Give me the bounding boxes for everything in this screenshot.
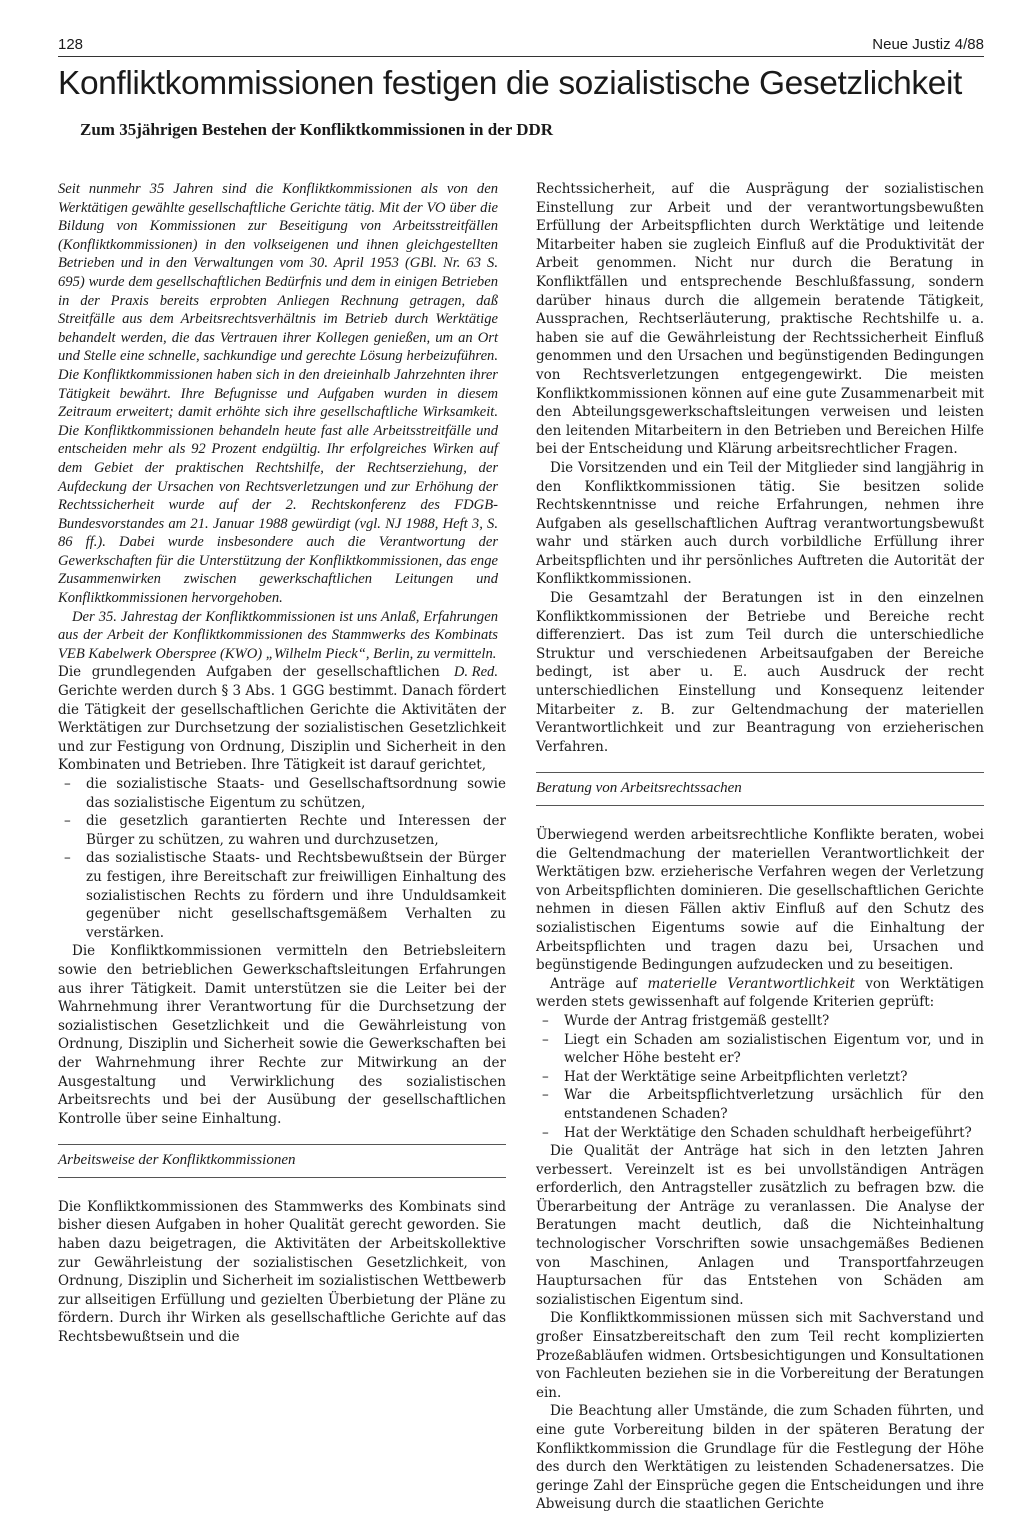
list-item: – Hat der Werktätige den Schaden schuldhaft herbeigeführt? [536, 1124, 984, 1143]
article-body-right [536, 180, 984, 1514]
list-item: – das sozialistische Staats- und Rechtsbewußtsein der Bürger zu festigen, ihre Bereitschaft zur freiwilligen Einhaltung des sozialistischen Rechts zu fördern und ihre Unduldsamkeit gegenüber nicht gesellschaftsgemäßem Verhalten zu verstärken. [58, 849, 506, 942]
body-paragraph [536, 975, 984, 1012]
body-paragraph: Die grundlegenden Aufgaben der gesellschaftlichen Gerichte werden durch § 3 Abs. 1 GGG bestimmt. Danach fördert die Tätigkeit der gesellschaftlichen Gerichte die Aktivitäten der Werktätigen zur Durchsetzung der sozialistischen Gesetzlichkeit und zur Festigung von Ordnung, Disziplin und Sicherheit in den Kombinaten und Betrieben. Ihre Tätigkeit ist darauf gerichtet, [58, 664, 506, 774]
criteria-list [536, 1012, 984, 1142]
text-run: Anträge auf [550, 975, 648, 992]
body-paragraph: Überwiegend werden arbeitsrechtliche Konflikte beraten, wobei die Geltendmachung der materiellen Verantwortlichkeit der Werktätigen bzw. erzieherische Verfahren wegen der Verletzung von Arbeitspflichten dominieren. Die gesellschaftlichen Gerichte nehmen in diesen Fällen aktiv Einfluß auf den Schutz des sozialistischen Eigentums sowie auf die Einhaltung der Arbeitspflichten und tragen dazu bei, Ursachen und begünstigende Bedingungen aufzudecken und zu beseitigen. [536, 827, 984, 974]
body-paragraph: Die Gesamtzahl der Beratungen ist in den einzelnen Konfliktkommissionen der Betriebe und Bereiche recht differenziert. Das ist zum Teil durch die unterschiedliche Struktur und verschiedenen Arbeitsaufgaben der Bereiche bedingt, ist aber u. E. auch Ausdruck der recht unterschiedlichen Einstellung und Konsequenz leitender Mitarbeiter z. B. zur Geltendmachung der materiellen Verantwortlichkeit und zur Beantragung von erzieherischen Verfahren. [536, 590, 984, 755]
editorial-lead [58, 180, 498, 681]
lead-paragraph: Seit nunmehr 35 Jahren sind die Konfliktkommissionen als von den Werktätigen gewählte gesellschaftliche Gerichte tätig. Mit der VO über die Bildung von Kommissionen zur Beseitigung von Arbeitsstreitfällen (Konfliktkommissionen) in den volkseigenen und ihnen gleichgestellten Betrieben und in den Verwaltungen vom 30. April 1953 (GBl. Nr. 63 S. 695) wurde dem gesellschaftlichen Bedürfnis und dem in einigen Betrieben in der Praxis bereits erprobten Anliegen Rechnung getragen, daß Streitfälle aus dem Arbeitsrechtsverhältnis im Betrieb durch Werktätige behandelt werden, die das Vertrauen ihrer Kollegen genießen, um an Ort und Stelle eine schnelle, sachkundige und gerechte Lösung herbeizuführen. Die Konfliktkommissionen haben sich in den dreieinhalb Jahrzehnten ihrer Tätigkeit bewährt. Ihre Befugnisse und Aufgaben wurden in diesem Zeitraum erweitert; damit erhöhte sich ihre gesellschaftliche Wirksamkeit. Die Konfliktkommissionen behandeln heute fast alle Arbeitsstreitfälle und entscheiden mehr als 92 Prozent endgültig. Ihr erfolgreiches Wirken auf dem Gebiet der praktischen Rechtshilfe, der Rechtserziehung, der Aufdeckung der Ursachen von Rechtsverletzungen und zur Erhöhung der Rechtssicherheit wurde auf der 2. Rechtskonferenz des FDGB-Bundesvorstandes am 21. Januar 1988 gewürdigt (vgl. NJ 1988, Heft 3, S. 86 ff.). Dabei wurde insbesondere auch die Verantwortung der Gewerkschaften für die Unterstützung der Konfliktkommissionen, das enge Zusammenwirken zwischen gewerkschaftlichen Leitungen und Konfliktkommissionen hervorgehoben. [58, 181, 498, 607]
body-paragraph: Die Beachtung aller Umstände, die zum Schaden führten, und eine gute Vorbereitung bilden in der späteren Beratung der Konfliktkommission die Grundlage für die Festlegung der Höhe des durch den Werktätigen zu leistenden Schadenersatzes. Die geringe Zahl der Einsprüche gegen die Entscheidungen und ihre Abweisung durch die staatlichen Gerichte [536, 1403, 984, 1513]
section-heading-box [536, 772, 984, 806]
journal-issue: Neue Justiz 4/88 [872, 36, 984, 53]
editorial-signature: D. Red. [453, 664, 498, 681]
body-paragraph: Die Vorsitzenden und ein Teil der Mitglieder sind langjährig in den Konfliktkommissionen tätig. Sie besitzen solide Rechtskenntnisse und reiche Erfahrungen, nehmen ihre Aufgaben als gesellschaftlichen Auftrag verantwortungsbewußt wahr und stärken auch durch vorbildliche Erfüllung ihrer Arbeitspflichten und ihr persönliches Auftreten die Autorität der Konfliktkommissionen. [536, 459, 984, 588]
article-body-left [58, 663, 506, 1346]
section-heading-box [58, 1144, 506, 1178]
section-heading: Arbeitsweise der Konfliktkommissionen [58, 1152, 296, 1169]
right-column [536, 180, 984, 1514]
body-paragraph: Die Konfliktkommissionen des Stammwerks des Kombinats sind bisher diesen Aufgaben in hoher Qualität gerecht geworden. Sie haben dazu beigetragen, die Aktivitäten der Arbeitskollektive zur Gewährleistung der sozialistischen Gesetzlichkeit, von Ordnung, Disziplin und Sicherheit im sozialistischen Wettbewerb zur allseitigen Erfüllung und gezielten Überbietung der Pläne zu fördern. Durch ihr Wirken als gesellschaftliche Gerichte auf das Rechtsbewußtsein und die [58, 1198, 506, 1346]
list-item: – die sozialistische Staats- und Gesellschaftsordnung sowie das sozialistische Eigentum zu schützen, [58, 775, 506, 812]
article-subtitle: Zum 35jährigen Bestehen der Konfliktkommissionen in der DDR [80, 120, 554, 139]
list-item: – Wurde der Antrag fristgemäß gestellt? [536, 1012, 984, 1031]
list-item: – War die Arbeitspflichtverletzung ursächlich für den entstandenen Schaden? [536, 1086, 984, 1123]
body-paragraph: Die Konfliktkommissionen müssen sich mit Sachverstand und großer Einsatzbereitschaft den zum Teil recht komplizierten Prozeßabläufen widmen. Ortsbesichtigungen und Konsultationen von Fachleuten beziehen sie in die Vorbereitung der Beratungen ein. [536, 1310, 984, 1401]
body-paragraph: Rechtssicherheit, auf die Ausprägung der sozialistischen Einstellung zur Arbeit und der verantwortungsbewußten Erfüllung der Arbeitspflichten durch Werktätige und leitende Mitarbeiter haben sie zugleich Einfluß auf die Produktivität der Arbeit genommen. Nicht nur durch die Beratung in Konfliktfällen und entsprechende Beschlußfassung, sondern darüber hinaus durch die allgemein beratende Tätigkeit, Aussprachen, Rechtserläuterung, praktische Rechtshilfe u. a. haben sie auf die Gewährleistung der Rechtssicherheit Einfluß genommen und den Ursachen und begünstigenden Bedingungen von Rechtsverletzungen entgegengewirkt. Die meisten Konfliktkommissionen können auf eine gute Zusammenarbeit mit den Abteilungsgewerkschaftsleitungen verweisen und leisten den leitenden Mitarbeitern in den Betrieben und Bereichen Hilfe bei der Entscheidung und Klärung arbeitsrechtlicher Fragen. [536, 181, 984, 458]
section-heading: Beratung von Arbeitsrechtssachen [536, 780, 742, 797]
lead-paragraph [58, 608, 498, 681]
body-paragraph: Die Konfliktkommissionen vermitteln den Betriebsleitern sowie den betrieblichen Gewerkschaftsleitungen Erfahrungen aus ihrer Tätigkeit. Damit unterstützen sie die Leiter bei der Wahrnehmung ihrer Verantwortung für die Durchsetzung der sozialistischen Gesetzlichkeit und die Gewährleistung von Ordnung, Disziplin und Sicherheit sowie die Gewerkschaften bei der Wahrnehmung ihrer Rechte zur Mitwirkung an der Ausgestaltung und Verwirklichung des sozialistischen Arbeitsrechts und bei der Ausübung der gesellschaftlichen Kontrolle über seine Einhaltung. [58, 943, 506, 1127]
emphasis-text: materielle Verantwortlichkeit [647, 975, 855, 992]
list-item: – die gesetzlich garantierten Rechte und Interessen der Bürger zu schützen, zu wahren und durchzusetzen, [58, 812, 506, 849]
page-number: 128 [58, 36, 84, 53]
task-list [58, 775, 506, 942]
left-column [58, 180, 506, 1347]
list-item: – Hat der Werktätige seine Arbeitpflichten verletzt? [536, 1068, 984, 1087]
article-title: Konfliktkommissionen festigen die sozialistische Gesetzlichkeit [58, 65, 962, 102]
lead-paragraph-text: Der 35. Jahrestag der Konfliktkommissionen ist uns Anlaß, Erfahrungen aus der Arbeit der Konfliktkommissionen des Stammwerks des Kombinats VEB Kabelwerk Oberspree (KWO) „Wilhelm Pieck“, Berlin, zu vermitteln. [58, 608, 498, 662]
body-paragraph: Die Qualität der Anträge hat sich in den letzten Jahren verbessert. Vereinzelt ist es bei unvollständigen Anträgen erforderlich, den Antragsteller zusätzlich zu befragen bzw. die Überarbeitung der Anträge zu veranlassen. Die Analyse der Beratungen macht deutlich, daß die Nichteinhaltung technologischer Vorschriften sowie unsachgemäßes Bedienen von Maschinen, Anlagen und Transportfahrzeugen Hauptursachen für das Entstehen von Schäden am sozialistischen Eigentum sind. [536, 1143, 984, 1308]
list-item: – Liegt ein Schaden am sozialistischen Eigentum vor, und in welcher Höhe besteht er? [536, 1031, 984, 1068]
header-rule [58, 56, 984, 57]
text-run: von Werktätigen werden stets gewissenhaft auf folgende Kriterien geprüft: [536, 975, 984, 1011]
